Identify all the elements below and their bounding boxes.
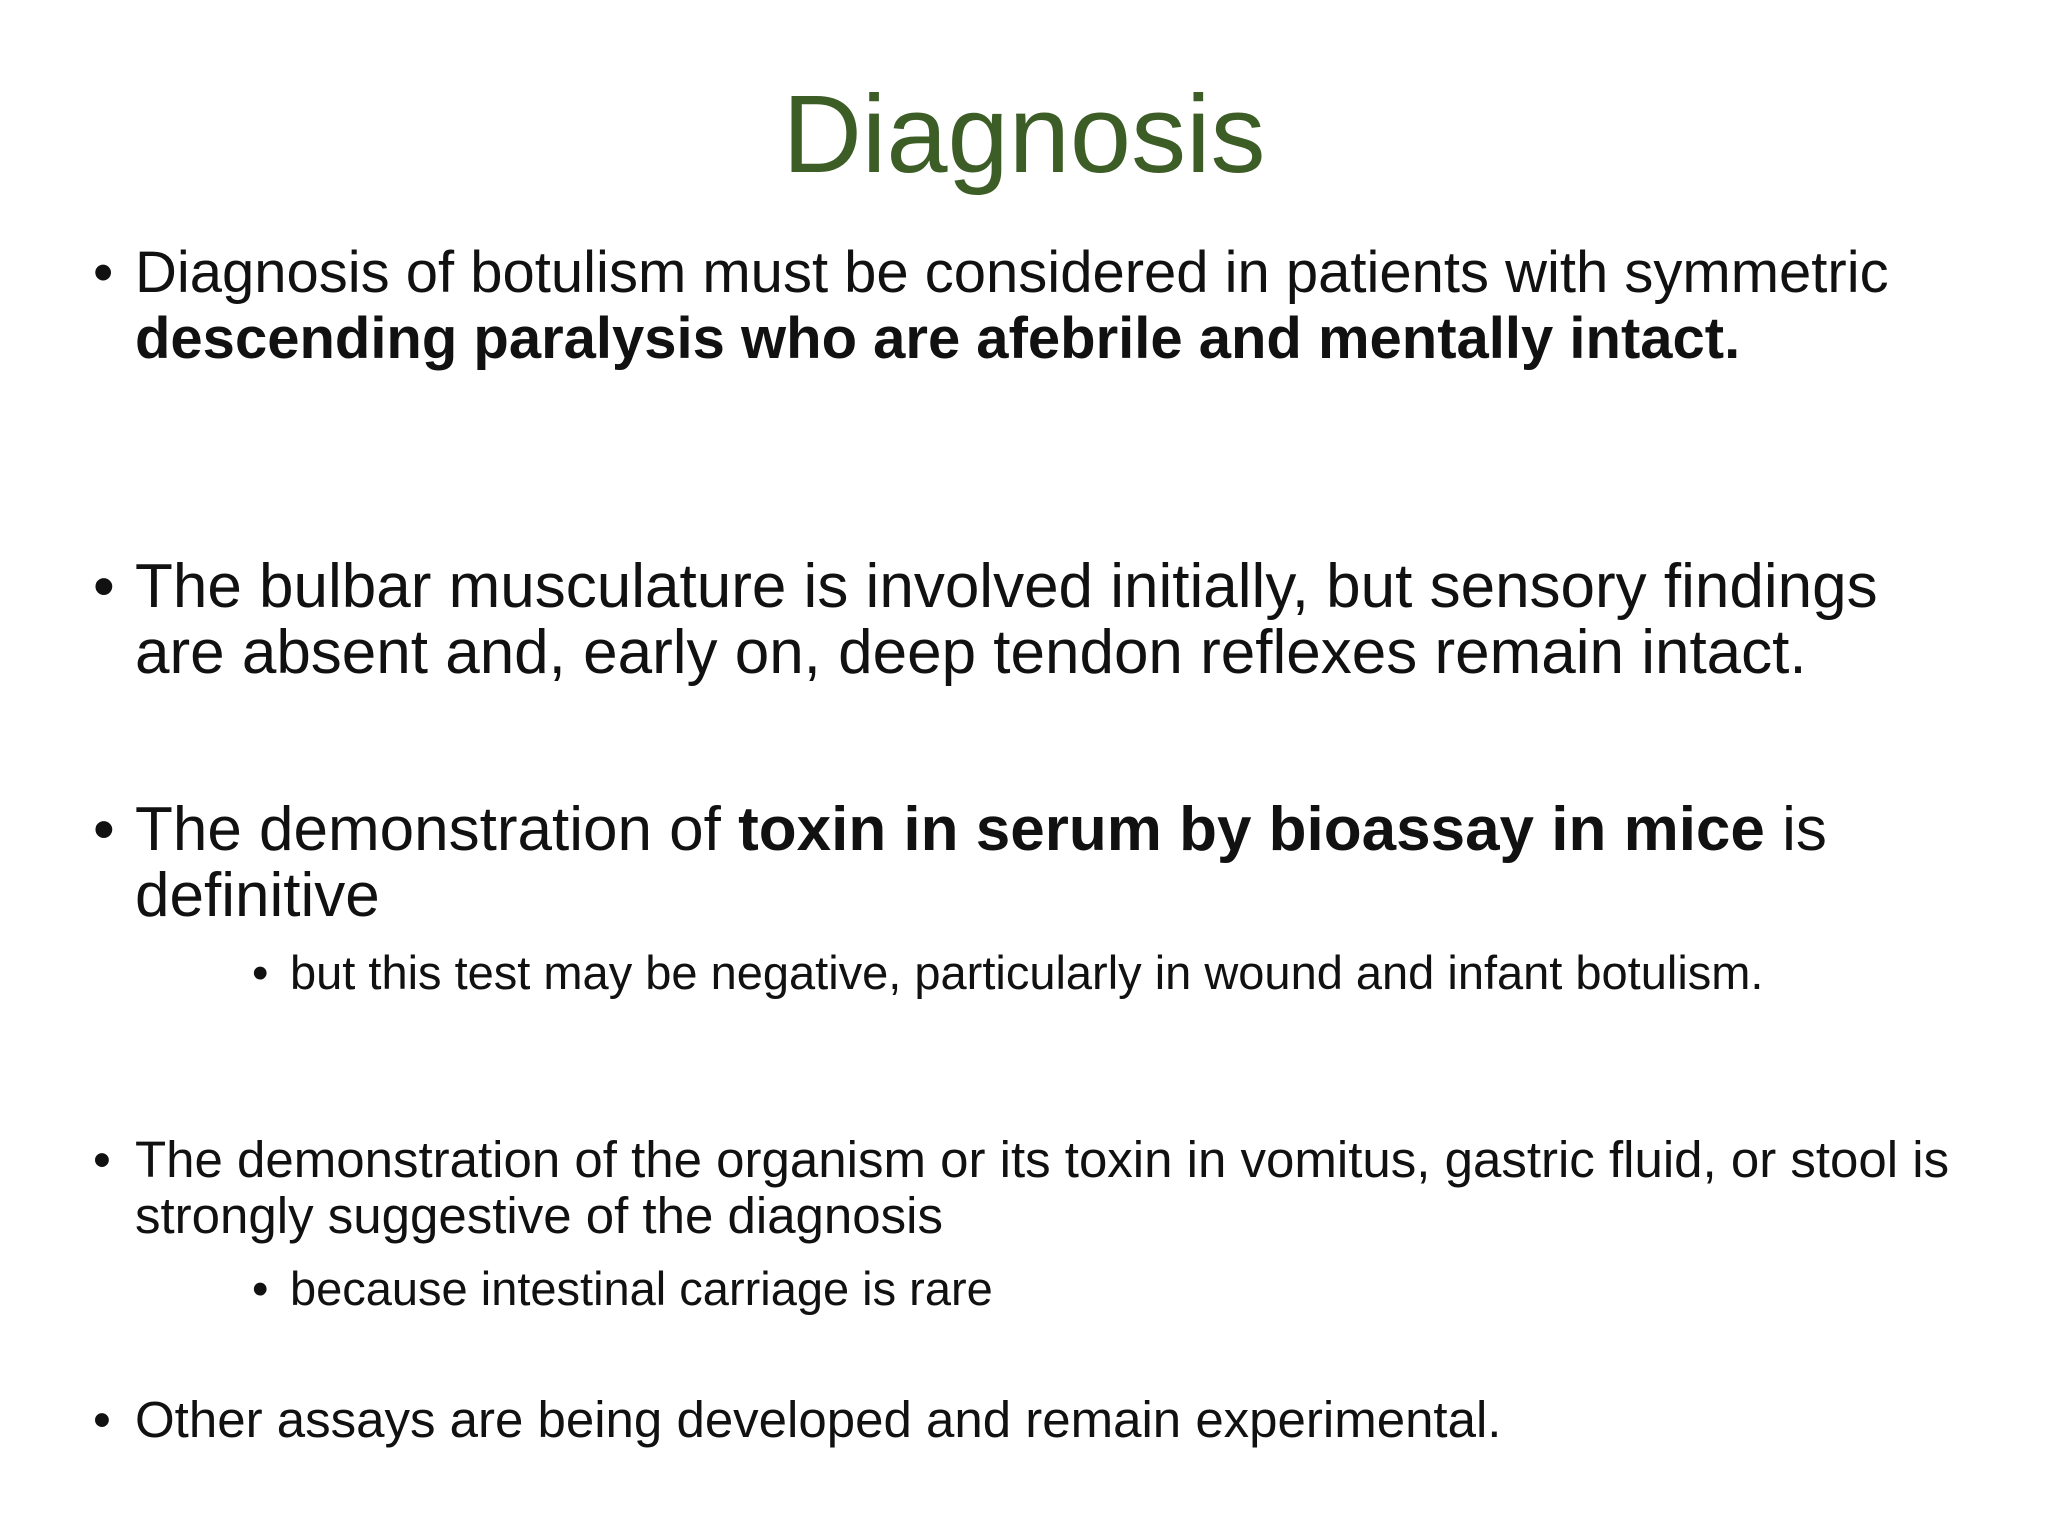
bullet-text: The bulbar musculature is involved initially, but sensory findings are absent and, early on, deep tendon reflexes remain intact. — [135, 552, 1878, 687]
bullet-text: The demonstration of the organism or its toxin in vomitus, gastric fluid, or stool is strongly suggestive of the diagnosis — [135, 1131, 1950, 1244]
sub-bullet-item-3 — [252, 946, 1850, 999]
bullet-item-5 — [93, 1391, 1965, 1448]
bullet-item-1 — [93, 240, 1965, 372]
bullet-icon: • — [93, 552, 115, 621]
bullet-text — [135, 240, 1965, 372]
bullet-icon: • — [252, 946, 269, 999]
sub-bullet-item-4 — [252, 1262, 1850, 1315]
bullet-text-bold: descending paralysis who are afebrile and mentally intact. — [135, 306, 1741, 371]
bullet-icon: • — [93, 1131, 111, 1188]
bullet-text — [135, 797, 1965, 929]
bullet-text-regular: Diagnosis of botulism must be considered in patients with symmetric — [135, 240, 1889, 305]
sub-bullet-text: because intestinal carriage is rare — [290, 1262, 993, 1315]
bullet-text-bold: toxin in serum by bioassay in mice — [738, 795, 1765, 864]
bullet-icon: • — [93, 795, 115, 864]
bullet-text-regular: is definitive — [135, 795, 1827, 930]
bullet-item-3 — [93, 795, 1965, 930]
bullet-text-regular: The demonstration of — [135, 795, 739, 864]
bullet-icon: • — [252, 1262, 269, 1315]
sub-bullet-text: but this test may be negative, particularly in wound and infant botulism. — [290, 946, 1764, 999]
bullet-text: Other assays are being developed and remain experimental. — [135, 1391, 1502, 1448]
bullet-icon: • — [93, 1391, 111, 1448]
slide-title: Diagnosis — [782, 73, 1266, 196]
bullet-item-2 — [93, 552, 1965, 687]
bullet-icon: • — [93, 240, 114, 305]
bullet-item-4 — [93, 1131, 1965, 1244]
